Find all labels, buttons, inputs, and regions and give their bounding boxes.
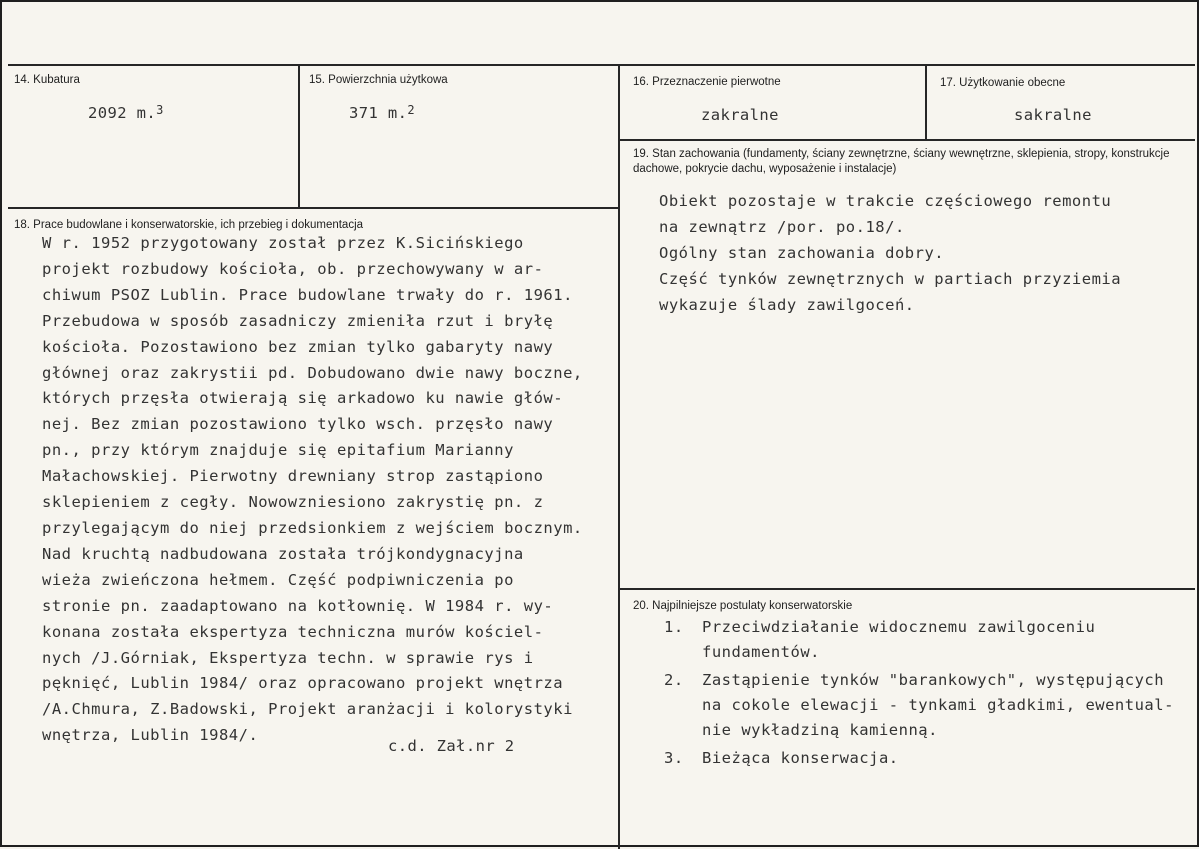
postulat-line: Bieżąca konserwacja. (702, 749, 899, 767)
prace-line: nych /J.Górniak, Ekspertyza techn. w sprawie rys i (42, 648, 534, 667)
postulat-item (664, 668, 1174, 743)
postulat-number: 2. (664, 671, 684, 689)
top-rule (8, 64, 1195, 66)
postulaty-label: 20. Najpilniejsze postulaty konserwatorskie (633, 600, 853, 612)
prace-line: stronie pn. zaadaptowano na kotłownię. W 1984 r. wy- (42, 596, 554, 615)
prace-line: chiwum PSOZ Lublin. Prace budowlane trwały do r. 1961. (42, 285, 573, 304)
postulat-number: 3. (664, 749, 684, 767)
postulat-item (664, 615, 1174, 665)
powierzchnia-label: 15. Powierzchnia użytkowa (309, 74, 448, 86)
postulat-line: Przeciwdziałanie widocznemu zawilgoceniu (702, 618, 1096, 636)
prace-line: Przebudowa w sposób zasadniczy zmieniła rzut i bryłę (42, 311, 554, 330)
rule-under-14-15 (8, 207, 620, 209)
prace-line: nej. Bez zmian pozostawiono tylko wsch. przęsło nawy (42, 415, 554, 434)
stan-text (659, 188, 1121, 318)
stan-line: wykazuje ślady zawilgoceń. (659, 296, 915, 314)
prace-line: wieża zwieńczona hełmem. Część podpiwniczenia po (42, 570, 514, 589)
postulat-line: nie wykładziną kamienną. (702, 721, 938, 739)
postulat-line: na cokole elewacji - tynkami gładkimi, ewentual- (702, 696, 1174, 714)
prace-line: wnętrza, Lublin 1984/. (42, 726, 259, 745)
prace-label: 18. Prace budowlane i konserwatorskie, ich przebieg i dokumentacja (14, 219, 364, 231)
przeznaczenie-label: 16. Przeznaczenie pierwotne (633, 76, 781, 88)
rule-above-20 (619, 588, 1195, 590)
kubatura-value: 2092 m.$^3$ (88, 103, 164, 122)
prace-line: których przęsła otwierają się arkadowo ku nawie głów- (42, 389, 564, 408)
postulaty-list (664, 615, 1174, 774)
divider-15-16 (618, 65, 620, 849)
prace-line: przylegającym do niej przedsionkiem z wejściem bocznym. (42, 518, 583, 537)
prace-line: pęknięć, Lublin 1984/ oraz opracowano projekt wnętrza (42, 674, 564, 693)
divider-16-17 (925, 65, 927, 140)
uzytkowanie-value: sakralne (1014, 106, 1092, 124)
prace-text (42, 231, 583, 749)
divider-14-15 (298, 65, 300, 207)
przeznaczenie-value: zakralne (701, 106, 779, 124)
powierzchnia-value: 371 m.$^2$ (349, 103, 416, 122)
stan-line: na zewnątrz /por. po.18/. (659, 218, 905, 236)
prace-line: konana została ekspertyza techniczna murów kościel- (42, 622, 544, 641)
prace-line: sklepieniem z cegły. Nowowzniesiono zakrystię pn. z (42, 493, 544, 512)
prace-line: Małachowskiej. Pierwotny drewniany strop zastąpiono (42, 467, 544, 486)
prace-line: kościoła. Pozostawiono bez zmian tylko gabaryty nawy (42, 337, 554, 356)
stan-label: 19. Stan zachowania (fundamenty, ściany zewnętrzne, ściany wewnętrzne, sklepienia, stropy, konstrukcje dachowe, pokrycie dachu, wyposażenie i instalacje) (633, 148, 1170, 175)
postulat-line: Zastąpienie tynków "barankowych", występujących (702, 671, 1165, 689)
prace-line: W r. 1952 przygotowany został przez K.Sicińskiego (42, 234, 524, 252)
prace-line: Nad kruchtą nadbudowana została trójkondygnacyjna (42, 544, 524, 563)
stan-line: Część tynków zewnętrznych w partiach przyziemia (659, 270, 1122, 288)
prace-line: głównej oraz zakrystii pd. Dobudowano dwie nawy boczne, (42, 363, 583, 382)
rule-under-16-17 (619, 139, 1195, 141)
kubatura-label: 14. Kubatura (14, 74, 80, 86)
stan-line: Obiekt pozostaje w trakcie częściowego remontu (659, 192, 1112, 210)
postulat-line: fundamentów. (702, 643, 820, 661)
stan-line: Ogólny stan zachowania dobry. (659, 244, 945, 262)
postulat-item (664, 746, 1174, 771)
prace-line: projekt rozbudowy kościoła, ob. przechowywany w ar- (42, 259, 544, 278)
uzytkowanie-label: 17. Użytkowanie obecne (940, 77, 1066, 89)
prace-line: /A.Chmura, Z.Badowski, Projekt aranżacji i kolorystyki (42, 700, 573, 719)
prace-line: pn., przy którym znajduje się epitafium Marianny (42, 441, 514, 460)
postulat-number: 1. (664, 618, 684, 636)
prace-continuation: c.d. Zał.nr 2 (388, 737, 515, 755)
